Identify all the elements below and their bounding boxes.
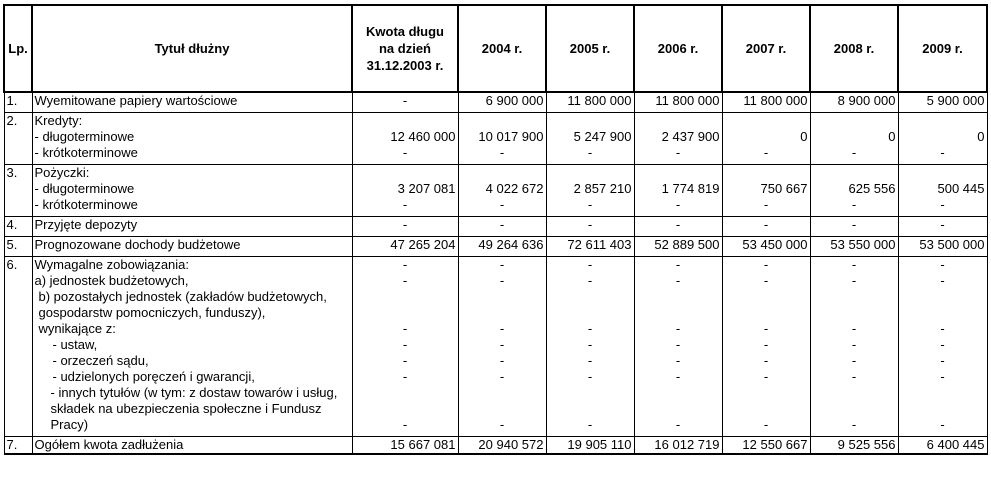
cell-title [32, 437, 352, 455]
cell-title-text: - krótkoterminowe [34, 197, 138, 212]
table-row [4, 165, 987, 182]
cell-title-text: - krótkoterminowe [34, 145, 138, 160]
cell-value: 49 264 636 [458, 237, 546, 254]
cell-title [32, 165, 352, 182]
cell-value: 2 437 900 [634, 129, 722, 145]
cell-title [32, 289, 352, 337]
cell-title [32, 181, 352, 197]
cell-value: - [810, 197, 898, 213]
cell-value [458, 165, 546, 182]
cell-value: 15 667 081 [352, 437, 458, 455]
cell-value: - [810, 217, 898, 234]
cell-value: - [546, 197, 634, 213]
table-row [4, 181, 987, 197]
table-body [4, 92, 987, 454]
cell-value: 10 017 900 [458, 129, 546, 145]
cell-value: 0 [810, 129, 898, 145]
cell-value: - [352, 257, 458, 274]
cell-value: 500 445 [898, 181, 987, 197]
cell-value: 3 207 081 [352, 181, 458, 197]
cell-lp [4, 337, 32, 353]
cell-value [810, 113, 898, 130]
cell-value: - [810, 273, 898, 289]
cell-value: - [352, 337, 458, 353]
cell-value: - [810, 385, 898, 433]
cell-value: 0 [722, 129, 810, 145]
cell-title [32, 369, 352, 385]
header-year-2005: 2005 r. [546, 5, 634, 92]
cell-lp [4, 385, 32, 433]
cell-value: - [546, 273, 634, 289]
header-debt-line2: na dzień [378, 41, 431, 56]
cell-value: - [546, 257, 634, 274]
cell-lp [4, 145, 32, 161]
cell-value: - [722, 385, 810, 433]
cell-value: - [634, 145, 722, 161]
cell-value: - [810, 353, 898, 369]
cell-value: 19 905 110 [546, 437, 634, 455]
header-debt-amount [352, 5, 458, 92]
cell-value: - [810, 369, 898, 385]
table-row [4, 92, 987, 109]
table-row [4, 113, 987, 130]
cell-value: - [352, 289, 458, 337]
cell-value: 11 800 000 [722, 92, 810, 109]
cell-title-text: - ustaw, [52, 337, 98, 352]
cell-value: 6 400 445 [898, 437, 987, 455]
cell-value: - [634, 289, 722, 337]
cell-value [898, 165, 987, 182]
cell-value: - [722, 257, 810, 274]
cell-value: - [634, 273, 722, 289]
cell-value: 0 [898, 129, 987, 145]
cell-value: - [722, 353, 810, 369]
cell-value: - [722, 337, 810, 353]
cell-value: - [458, 257, 546, 274]
cell-lp: 5. [4, 237, 32, 254]
cell-value: 52 889 500 [634, 237, 722, 254]
cell-value: 53 500 000 [898, 237, 987, 254]
cell-value [352, 165, 458, 182]
cell-value: - [546, 353, 634, 369]
cell-title-text: - udzielonych poręczeń i gwarancji, [52, 369, 255, 384]
cell-title-text: Wyemitowane papiery wartościowe [34, 93, 238, 108]
cell-value: - [546, 385, 634, 433]
table-header [4, 5, 987, 92]
cell-title [32, 113, 352, 130]
cell-value: - [458, 217, 546, 234]
cell-value: - [352, 92, 458, 109]
cell-title-text: a) jednostek budżetowych, [34, 273, 189, 288]
cell-title [32, 129, 352, 145]
cell-value: - [458, 353, 546, 369]
cell-value: 6 900 000 [458, 92, 546, 109]
cell-value [722, 165, 810, 182]
table-row [4, 197, 987, 213]
header-lp: Lp. [4, 5, 32, 92]
cell-value: - [810, 257, 898, 274]
cell-value [458, 113, 546, 130]
cell-value: - [634, 257, 722, 274]
cell-title-text: Prognozowane dochody budżetowe [34, 237, 241, 252]
header-year-2008: 2008 r. [810, 5, 898, 92]
cell-value: 12 460 000 [352, 129, 458, 145]
cell-title [32, 385, 352, 433]
cell-value: - [634, 217, 722, 234]
cell-value: - [898, 217, 987, 234]
cell-value: - [898, 197, 987, 213]
cell-title-text: - długoterminowe [34, 181, 135, 196]
header-debt-line1: Kwota długu [366, 24, 444, 39]
cell-value: - [634, 197, 722, 213]
table-row [4, 129, 987, 145]
cell-value: - [458, 197, 546, 213]
cell-value: - [634, 337, 722, 353]
cell-lp: 1. [4, 92, 32, 109]
cell-value: - [898, 145, 987, 161]
cell-lp: 6. [4, 257, 32, 274]
cell-value: - [634, 385, 722, 433]
table-row [4, 437, 987, 455]
cell-value: 625 556 [810, 181, 898, 197]
header-year-2004: 2004 r. [458, 5, 546, 92]
cell-lp: 7. [4, 437, 32, 455]
cell-value: - [546, 289, 634, 337]
header-year-2007: 2007 r. [722, 5, 810, 92]
cell-value: - [898, 385, 987, 433]
cell-title-text: Pożyczki: [34, 165, 90, 180]
cell-value: - [458, 337, 546, 353]
header-debt-line3: 31.12.2003 r. [366, 58, 444, 73]
cell-title-text: Przyjęte depozyty [34, 217, 138, 232]
cell-value: 16 012 719 [634, 437, 722, 455]
cell-lp [4, 369, 32, 385]
cell-value: - [722, 369, 810, 385]
debt-table [3, 4, 988, 455]
cell-value: 72 611 403 [546, 237, 634, 254]
table-row [4, 145, 987, 161]
cell-title [32, 237, 352, 254]
cell-value: 1 774 819 [634, 181, 722, 197]
cell-title [32, 92, 352, 109]
table-row [4, 217, 987, 234]
cell-value: 4 022 672 [458, 181, 546, 197]
cell-value: 53 550 000 [810, 237, 898, 254]
cell-value: 2 857 210 [546, 181, 634, 197]
cell-value: - [352, 385, 458, 433]
cell-value [634, 113, 722, 130]
cell-value: - [898, 273, 987, 289]
cell-value: - [546, 369, 634, 385]
cell-title-text: Wymagalne zobowiązania: [34, 257, 190, 272]
table-row [4, 289, 987, 337]
table-row [4, 337, 987, 353]
cell-value: - [722, 289, 810, 337]
header-year-2009: 2009 r. [898, 5, 987, 92]
table-row [4, 257, 987, 274]
cell-value: 11 800 000 [634, 92, 722, 109]
cell-title-text: - długoterminowe [34, 129, 135, 144]
cell-value: - [352, 273, 458, 289]
cell-value: - [458, 145, 546, 161]
cell-value: - [634, 353, 722, 369]
cell-lp: 4. [4, 217, 32, 234]
cell-value: 8 900 000 [810, 92, 898, 109]
cell-value: - [898, 337, 987, 353]
cell-value: - [810, 289, 898, 337]
cell-value [634, 165, 722, 182]
cell-title-text: - innych tytułów (w tym: z dostaw towarów i usług, składek na ubezpieczenia społeczne i Fundusz Pracy) [50, 385, 338, 432]
cell-value: 12 550 667 [722, 437, 810, 455]
table-row [4, 237, 987, 254]
cell-value: - [898, 289, 987, 337]
cell-title-text: b) pozostałych jednostek (zakładów budżetowych, gospodarstw pomocniczych, funduszy), wynikające z: [38, 289, 327, 336]
cell-lp [4, 289, 32, 337]
cell-value: - [898, 369, 987, 385]
cell-title-text: Ogółem kwota zadłużenia [34, 437, 184, 452]
cell-value [546, 113, 634, 130]
cell-value: - [352, 369, 458, 385]
cell-value: 11 800 000 [546, 92, 634, 109]
cell-value [810, 165, 898, 182]
cell-value: - [546, 145, 634, 161]
cell-value: - [458, 369, 546, 385]
cell-value: - [810, 145, 898, 161]
cell-value: - [634, 369, 722, 385]
cell-lp [4, 181, 32, 197]
cell-value: - [810, 337, 898, 353]
cell-value: 47 265 204 [352, 237, 458, 254]
cell-value: - [546, 217, 634, 234]
cell-value: - [352, 145, 458, 161]
cell-lp [4, 129, 32, 145]
cell-value [352, 113, 458, 130]
cell-value: 750 667 [722, 181, 810, 197]
cell-value: - [722, 197, 810, 213]
header-title: Tytuł dłużny [32, 5, 352, 92]
cell-title [32, 217, 352, 234]
cell-title-text: - orzeczeń sądu, [52, 353, 149, 368]
cell-value: - [458, 289, 546, 337]
cell-value: 20 940 572 [458, 437, 546, 455]
cell-value [898, 113, 987, 130]
cell-value [546, 165, 634, 182]
cell-lp [4, 197, 32, 213]
cell-value: - [352, 217, 458, 234]
header-row [4, 5, 987, 92]
cell-lp [4, 353, 32, 369]
cell-value: 5 900 000 [898, 92, 987, 109]
cell-value [722, 113, 810, 130]
cell-value: - [898, 257, 987, 274]
cell-lp: 2. [4, 113, 32, 130]
cell-lp [4, 273, 32, 289]
cell-value: 53 450 000 [722, 237, 810, 254]
cell-title [32, 257, 352, 274]
cell-value: - [722, 273, 810, 289]
cell-title [32, 337, 352, 353]
cell-value: - [546, 337, 634, 353]
cell-value: - [352, 197, 458, 213]
cell-value: - [352, 353, 458, 369]
cell-title [32, 353, 352, 369]
cell-value: - [722, 145, 810, 161]
table-row [4, 385, 987, 433]
cell-value: 5 247 900 [546, 129, 634, 145]
cell-value: - [458, 273, 546, 289]
cell-title-text: Kredyty: [34, 113, 83, 128]
cell-lp: 3. [4, 165, 32, 182]
cell-value: - [722, 217, 810, 234]
cell-title [32, 273, 352, 289]
table-row [4, 353, 987, 369]
cell-value: 9 525 556 [810, 437, 898, 455]
cell-title [32, 145, 352, 161]
header-year-2006: 2006 r. [634, 5, 722, 92]
cell-title [32, 197, 352, 213]
table-row [4, 273, 987, 289]
cell-value: - [898, 353, 987, 369]
cell-value: - [458, 385, 546, 433]
table-row [4, 369, 987, 385]
